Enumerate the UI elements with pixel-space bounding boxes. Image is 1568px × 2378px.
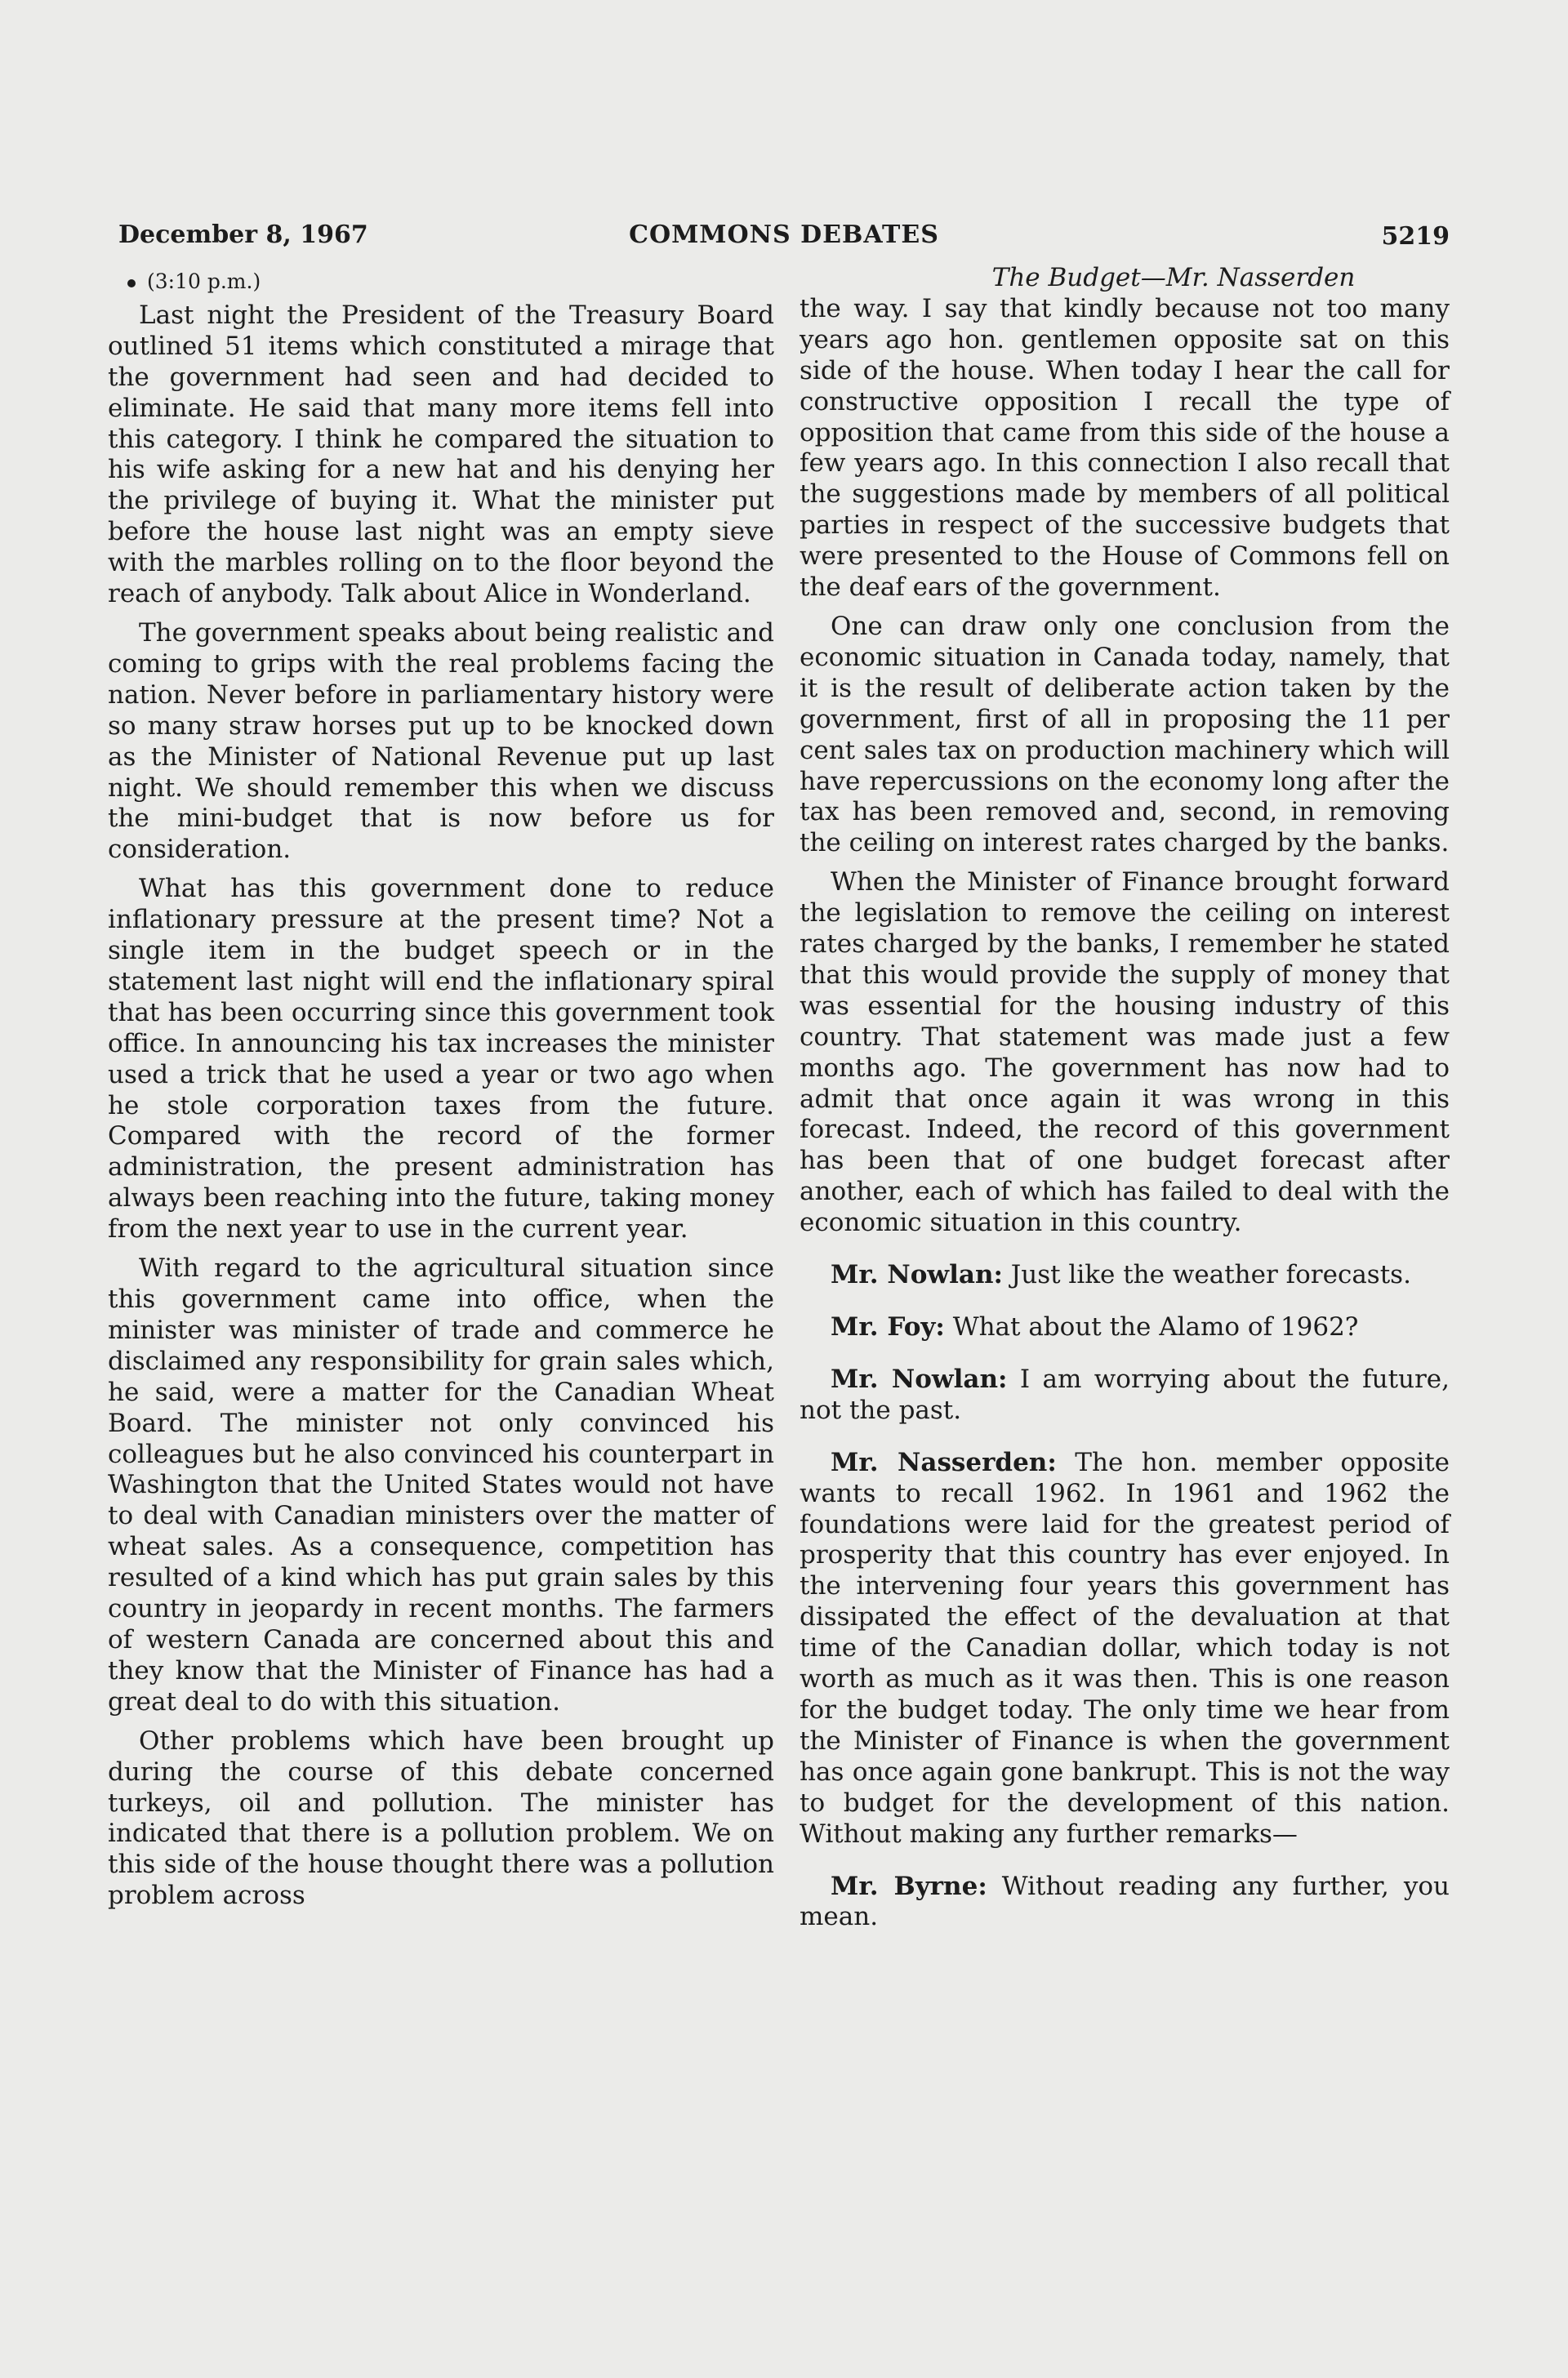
speaker-name: Mr. Byrne: <box>831 1871 987 1901</box>
speaker-name: Mr. Foy: <box>831 1312 945 1342</box>
page-number: 5219 <box>1381 222 1450 251</box>
speech-text: What about the Alamo of 1962? <box>952 1312 1359 1342</box>
speech-entry <box>800 1312 1450 1343</box>
speech-entry <box>800 1872 1450 1934</box>
speech-entry <box>800 1260 1450 1291</box>
paragraph: With regard to the agricultural situation since this government came into office, when the minister was minister of trade and commerce he disclaimed any responsibility for grain sales which, he said, were a matter for the Canadian Wheat Board. The minister not only convinced his colleagues but he also convinced his counterpart in Washington that the United States would not have to deal with Canadian ministers over the matter of wheat sales. As a consequence, competition has resulted of a kind which has put grain sales by this country in jeopardy in recent months. The farmers of western Canada are concerned about this and they know that the Minister of Finance has had a great deal to do with this situation. <box>108 1254 774 1717</box>
section-subheading: The Budget—Mr. Nasserden <box>991 263 1356 292</box>
bullet-icon <box>127 279 136 287</box>
paragraph: The government speaks about being realistic and coming to grips with the real problems facing the nation. Never before in parliamentary history were so many straw horses put up to be knocked down as the Minister of National Revenue put up last night. We should remember this when we discuss the mini-budget that is now before us for consideration. <box>108 617 774 865</box>
speaker-name: Mr. Nasserden: <box>831 1447 1057 1477</box>
speech-entry <box>800 1448 1450 1850</box>
left-column <box>108 265 774 1920</box>
time-text: (3:10 p.m.) <box>147 269 261 293</box>
paragraph: When the Minister of Finance brought forward the legislation to remove the ceiling on interest rates charged by the banks, I remember he stated that this would provide the supply of money that was essential for the housing industry of this country. That statement was made just a few months ago. The government has now had to admit that once again it was wrong in this forecast. Indeed, the record of this government has been that of one budget forecast after another, each of which has failed to deal with the economic situation in this country. <box>800 867 1450 1238</box>
speech-text: I am worrying about the future, not the past. <box>800 1364 1450 1425</box>
page-header <box>118 220 1450 261</box>
speech-text: Just like the weather forecasts. <box>1010 1260 1411 1290</box>
paragraph: What has this government done to reduce inflationary pressure at the present time? Not a single item in the budget speech or in the statement last night will end the inflationary spiral that has been occurring since this government took office. In announcing his tax increases the minister used a trick that he used a year or two ago when he stole corporation taxes from the future. Compared with the record of the former administration, the present administration has always been reaching into the future, taking money from the next year to use in the current year. <box>108 874 774 1245</box>
speech-entry <box>800 1365 1450 1427</box>
paragraph: Other problems which have been brought up during the course of this debate concerned turkeys, oil and pollution. The minister has indicated that there is a pollution problem. We on this side of the house thought there was a pollution problem across <box>108 1726 774 1911</box>
speech-text: The hon. member opposite wants to recall 1962. In 1961 and 1962 the foundations were laid for the greatest period of prosperity that this country has ever enjoyed. In the intervening four years this government has dissipated the effect of the devaluation at that time of the Canadian dollar, which today is not worth as much as it was then. This is one reason for the budget today. The only time we hear from the Minister of Finance is when the government has once again gone bankrupt. This is not the way to budget for the development of this nation. Without making any further remarks— <box>800 1447 1450 1849</box>
paragraph-continuation: the way. I say that kindly because not too many years ago hon. gentlemen opposite sat on this side of the house. When today I hear the call for constructive opposition I recall the type of opposition that came from this side of the house a few years ago. In this connection I also recall that the suggestions made by members of all political parties in respect of the successive budgets that were presented to the House of Commons fell on the deaf ears of the government. <box>800 293 1450 603</box>
header-title: COMMONS DEBATES <box>629 220 939 249</box>
speaker-name: Mr. Nowlan: <box>831 1364 1008 1394</box>
speaker-name: Mr. Nowlan: <box>831 1260 1003 1290</box>
header-date: December 8, 1967 <box>118 220 368 249</box>
time-marker <box>108 266 774 297</box>
right-column <box>800 263 1450 1949</box>
paragraph: Last night the President of the Treasury Board outlined 51 items which constituted a mirage that the government had seen and had decided to eliminate. He said that many more items fell into this category. I think he compared the situation to his wife asking for a new hat and his denying her the privilege of buying it. What the minister put before the house last night was an empty sieve with the marbles rolling on to the floor beyond the reach of anybody. Talk about Alice in Wonderland. <box>108 300 774 609</box>
speech-text: Without reading any further, you mean. <box>800 1871 1450 1932</box>
paragraph: One can draw only one conclusion from the economic situation in Canada today, namely, that it is the result of deliberate action taken by the government, first of all in proposing the 11 per cent sales tax on production machinery which will have repercussions on the economy long after the tax has been removed and, second, in removing the ceiling on interest rates charged by the banks. <box>800 611 1450 858</box>
